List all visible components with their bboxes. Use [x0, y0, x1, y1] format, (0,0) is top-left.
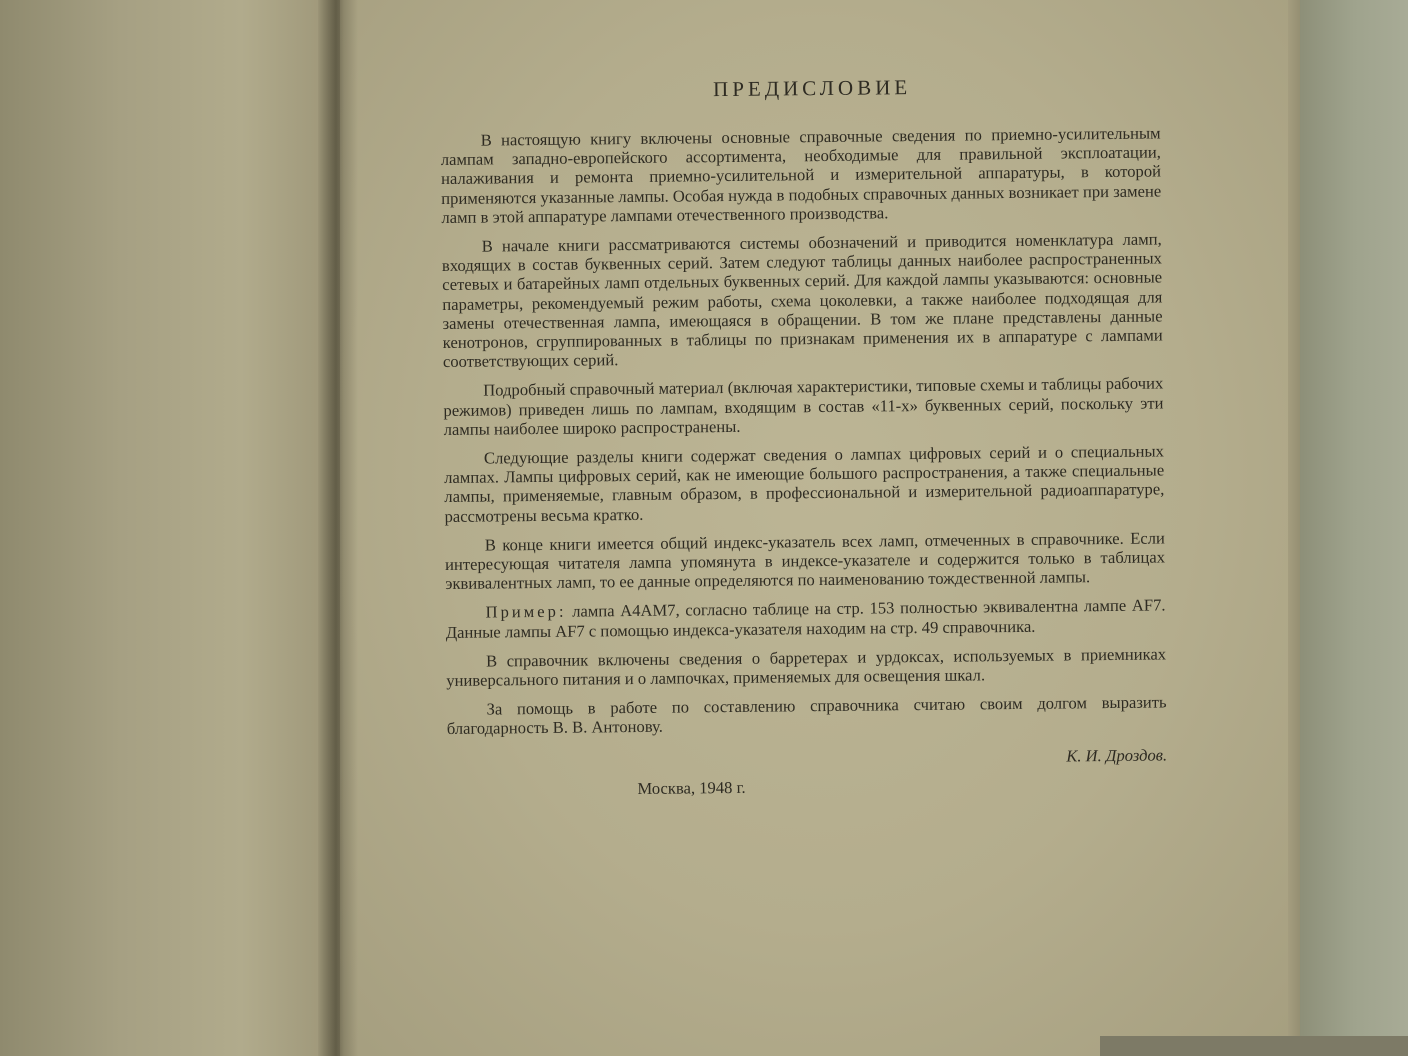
paragraph-7: За помощь в работе по составлению справочника считаю своим долгом выразить благодарность В. В. Антонову. [446, 692, 1167, 739]
place-date: Москва, 1948 г. [637, 777, 746, 798]
example-label: Пример: [485, 602, 567, 623]
preface-text-block [440, 72, 1168, 800]
paragraph-4: Следующие разделы книги содержат сведения о лампах цифровых серий и о специальных лампах. Лампы цифровых серий, как не имеющие большого распространения, а также специальные лампы, применяемые, главным образом, в профессиональной и измерительной радиоаппаратуре, рассмотрены весьма кратко. [444, 441, 1165, 526]
paragraph-2: В начале книги рассматриваются системы обозначений и приводится номенклатура ламп, входящих в состав буквенных серий. Затем следуют таблицы данных наиболее распространенных сетевых и батарейных ламп отдельных буквенных серий. Для каждой лампы указываются: основные параметры, рекомендуемый режим работы, схема цоколевки, а также наиболее подходящая для замены отечественная лампа, имеющаяся в обращении. В том же плане представлены данные кенотронов, сгруппированных в таблицы по признакам применения их в аппаратуре с лампами соответствующих серий. [441, 229, 1163, 372]
left-page [0, 0, 345, 1056]
paragraph-5: В конце книги имеется общий индекс-указатель всех ламп, отмеченных в справочнике. Если интересующая читателя лампа упомянута в индексе-указателе и содержится только в таблицах эквивалентных ламп, то ее данные определяются по наименованию тождественной лампы. [444, 528, 1166, 594]
bottom-edge [1100, 1036, 1408, 1056]
author-signature: К. И. Дроздов. [1066, 745, 1168, 766]
book-gutter [318, 0, 358, 1056]
table-surface [1300, 0, 1408, 1056]
paragraph-6: В справочник включены сведения о барретерах и урдоксах, используемых в приемниках универсального питания и о лампочках, применяемых для освещения шкал. [446, 644, 1167, 691]
page-title: ПРЕДИСЛОВИЕ [712, 75, 912, 102]
example-text: лампа А4АМ7, согласно таблице на стр. 153 полностью эквивалентна лампе AF7. Данные лампы AF7 с помощью индекса-указателя находим на стр. 49 справочника. [445, 595, 1166, 642]
example-paragraph [445, 596, 1165, 642]
paragraph-1: В настоящую книгу включены основные справочные сведения по приемно-усилительным лампам западно-европейского ассортимента, необходимые для правильной эксплоатации, налаживания и ремонта приемно-усилительной и измерительной аппаратуры, в которой применяются указанные лампы. Особая нужда в подобных справочных данных возникает при замене ламп в этой аппаратуре лампами отечественного производства. [440, 123, 1162, 227]
paragraph-3: Подробный справочный материал (включая характеристики, типовые схемы и таблицы рабочих режимов) приведен лишь по лампам, входящим в состав «11-х» буквенных серий, поскольку эти лампы наиболее широко распространены. [443, 373, 1164, 439]
